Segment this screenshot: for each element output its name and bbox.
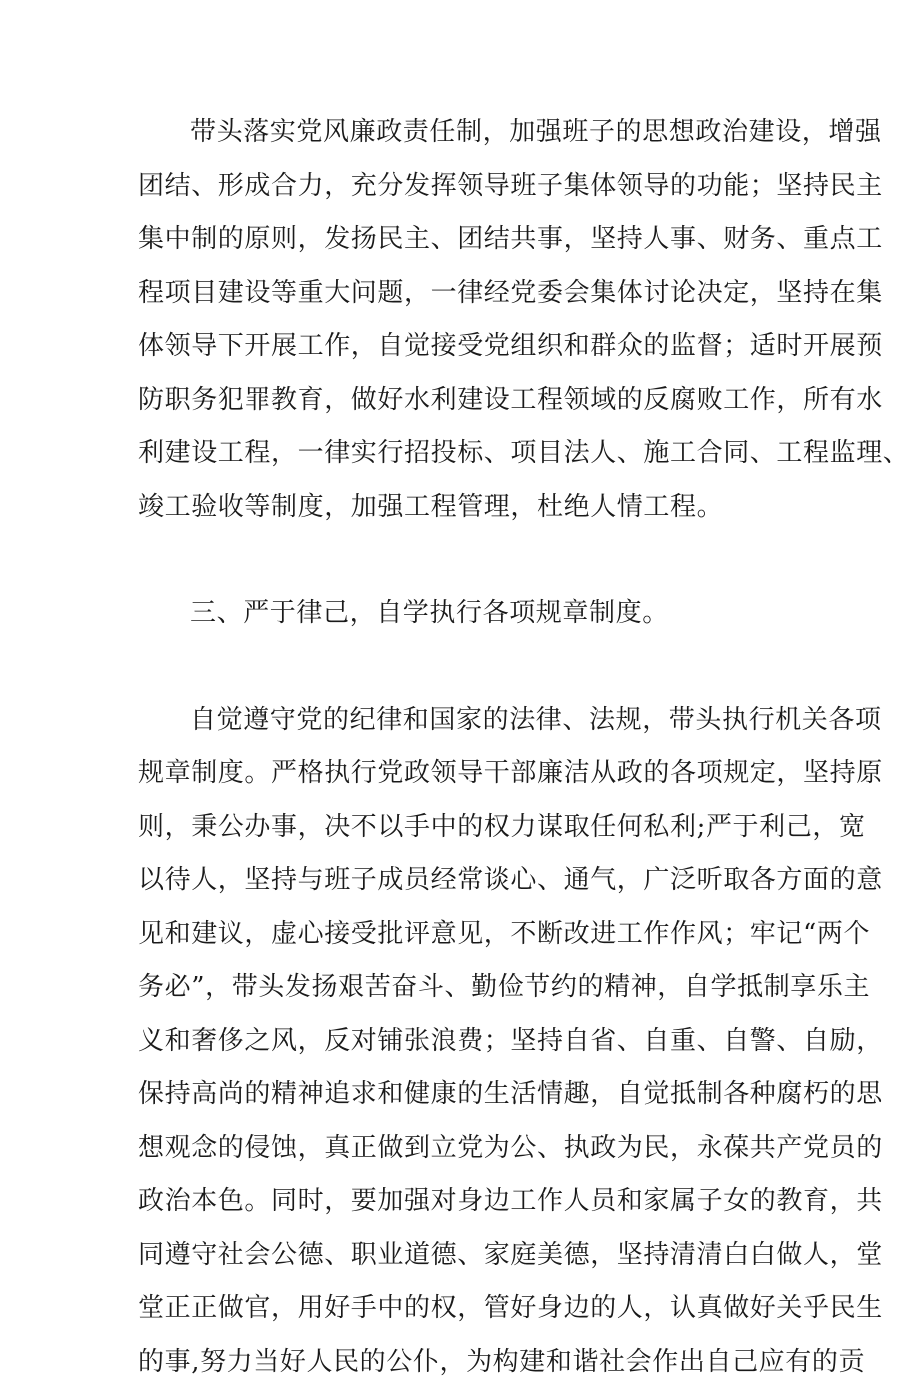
paragraph-line: 则，秉公办事，决不以手中的权力谋取任何私利;严于利己，宽 [138,801,798,855]
paragraph-line: 的事,努力当好人民的公仆，为构建和谐社会作出自己应有的贡 [138,1336,798,1389]
paragraph-line: 以待人，坚持与班子成员经常谈心、通气，广泛听取各方面的意 [138,854,798,908]
paragraph-spacer [138,534,798,587]
paragraph-line: 程项目建设等重大问题，一律经党委会集体讨论决定，坚持在集 [138,267,798,321]
paragraph-line: 见和建议，虚心接受批评意见，不断改进工作作风；牢记“两个 [138,908,798,962]
paragraph-responsibility [138,106,798,534]
paragraph-line: 体领导下开展工作，自觉接受党组织和群众的监督；适时开展预 [138,320,798,374]
paragraph-line: 利建设工程，一律实行招投标、项目法人、施工合同、工程监理、 [138,427,798,481]
paragraph-line: 想观念的侵蚀，真正做到立党为公、执政为民，永葆共产党员的 [138,1122,798,1176]
paragraph-line: 务必”，带头发扬艰苦奋斗、勤俭节约的精神，自学抵制享乐主 [138,961,798,1015]
paragraph-line: 义和奢侈之风，反对铺张浪费；坚持自省、自重、自警、自励， [138,1015,798,1069]
paragraph-line: 政治本色。同时，要加强对身边工作人员和家属子女的教育，共 [138,1175,798,1229]
paragraph-self-discipline [138,694,798,1389]
paragraph-line: 集中制的原则，发扬民主、团结共事，坚持人事、财务、重点工 [138,213,798,267]
paragraph-line: 团结、形成合力，充分发挥领导班子集体领导的功能；坚持民主 [138,160,798,214]
paragraph-line: 规章制度。严格执行党政领导干部廉洁从政的各项规定，坚持原 [138,747,798,801]
paragraph-line: 堂正正做官，用好手中的权，管好身边的人，认真做好关乎民生 [138,1282,798,1336]
paragraph-line: 防职务犯罪教育，做好水利建设工程领域的反腐败工作，所有水 [138,374,798,428]
paragraph-line: 带头落实党风廉政责任制，加强班子的思想政治建设，增强 [138,106,798,160]
paragraph-line: 同遵守社会公德、职业道德、家庭美德，坚持清清白白做人，堂 [138,1229,798,1283]
paragraph-line: 竣工验收等制度，加强工程管理，杜绝人情工程。 [138,481,798,535]
section-heading: 三、严于律己，自学执行各项规章制度。 [138,587,798,641]
paragraph-spacer [138,641,798,694]
paragraph-line: 保持高尚的精神追求和健康的生活情趣，自觉抵制各种腐朽的思 [138,1068,798,1122]
paragraph-line: 自觉遵守党的纪律和国家的法律、法规，带头执行机关各项 [138,694,798,748]
document-body [138,106,798,1389]
